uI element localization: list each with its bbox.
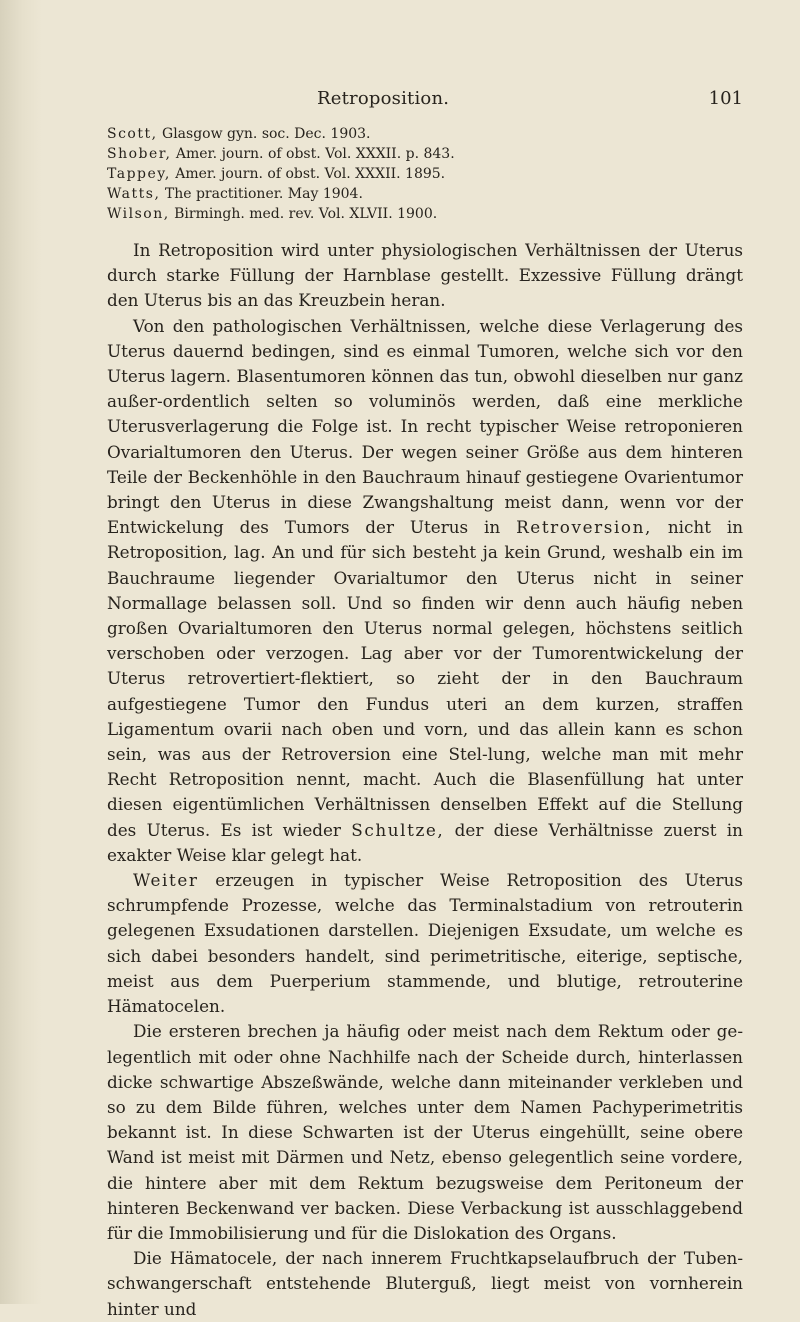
emphasis-weiter: Weiter [133, 870, 199, 891]
paragraph-2-text-b: nicht in Retroposition, lag. An und für sich besteht ja kein Grund, weshalb ein im Bauchraume liegender Ovarialtumor den Uterus nicht in seiner Normallage belassen soll. Und so finden wir denn auch häufig neben großen Ovarialtumoren den Uterus normal gelegen, höchstens seitlich verschoben oder verzogen. Lag aber vor der Tumorentwickelung der Uterus retrovertiert-flektiert, so zieht der in den Bauchraum aufgestiegene Tumor den Fundus uteri an dem kurzen, straffen Ligamentum ovarii nach oben und vorn, und das allein kann es schon sein, was aus der Retroversion eine Stel-lung, welche man mit mehr Recht Retroposition nennt, macht. Auch die Blasenfüllung hat unter diesen eigentümlichen Verhältnissen denselben Effekt auf die Stellung des Uterus. Es ist wieder [107, 517, 744, 840]
page-number: 101 [708, 88, 743, 109]
reference-citation: Birmingh. med. rev. Vol. XLVII. 1900. [169, 206, 438, 222]
paragraph-4: Die ersteren brechen ja häufig oder meist nach dem Rektum oder ge-legentlich mit oder ohne Nachhilfe nach der Scheide durch, hinterlassen dicke schwartige Abszeßwände, welche dann miteinander verkleben und so zu dem Bilde führen, welches unter dem Namen Pachyperimetritis bekannt ist. In diese Schwarten ist der Uterus eingehüllt, seine obere Wand ist meist mit Därmen und Netz, ebenso gelegentlich seine vordere, die hintere aber mit dem Rektum bezugsweise dem Peritoneum der hinteren Beckenwand ver backen. Diese Verbackung ist ausschlaggebend für die Immobilisierung und für die Dislokation des Organs. [107, 1021, 743, 1243]
book-page [107, 78, 743, 1322]
paragraph-1: In Retroposition wird unter physiologischen Verhältnissen der Uterus durch starke Füllung der Harnblase gestellt. Exzessive Füllung drängt den Uterus bis an das Kreuzbein heran. [107, 240, 743, 311]
paragraph-2-text-c: der diese Verhältnisse zuerst in exakter Weise klar gelegt hat. [107, 819, 743, 865]
reference-item [107, 164, 743, 184]
reference-item [107, 184, 743, 204]
running-title: Retroposition. [317, 88, 450, 109]
emphasis-retroversion: Retroversion, [516, 517, 652, 538]
reference-author: Tappey, [107, 166, 171, 182]
reference-item [107, 144, 743, 164]
emphasis-schultze: Schultze, [351, 819, 445, 840]
reference-author: Wilson, [107, 206, 170, 222]
reference-citation: Glasgow gyn. soc. Dec. 1903. [157, 126, 371, 142]
reference-author: Scott, [107, 126, 158, 142]
body-text [107, 238, 743, 1322]
reference-citation: Amer. journ. of obst. Vol. XXXII. p. 843. [171, 146, 455, 162]
paragraph-3 [107, 868, 743, 1019]
running-header [107, 78, 743, 110]
paragraph-3-text: erzeugen in typischer Weise Retroposition des Uterus schrumpfende Prozesse, welche das Terminalstadium von retrouterin gelegenen Exsudationen darstellen. Diejenigen Exsudate, um welche es sich dabei besonders handelt, sind perimetritische, eiterige, septische, meist aus dem Puerperium stammende, und blutige, retrouterine Hämatocelen. [107, 870, 743, 1017]
reference-author: Watts, [107, 186, 161, 202]
reference-citation: The practitioner. May 1904. [160, 186, 363, 202]
paragraph-2-text-a: Von den pathologischen Verhältnissen, welche diese Verlagerung des Uterus dauernd bedingen, sind es einmal Tumoren, welche sich vor den Uterus lagern. Blasentumoren können das tun, obwohl dieselben nur ganz außer-ordentlich selten so voluminös werden, daß eine merkliche Uterusverlagerung die Folge ist. In recht typischer Weise retroponieren Ovarialtumoren den Uterus. Der wegen seiner Größe aus dem hinteren Teile der Beckenhöhle in den Bauchraum hinauf gestiegene Ovarientumor bringt den Uterus in diese Zwangshaltung meist dann, wenn vor der Entwickelung des Tumors der Uterus in [107, 315, 743, 538]
reference-item [107, 124, 743, 144]
reference-list [107, 124, 743, 224]
page-gutter-shadow [0, 0, 42, 1304]
paragraph-2 [107, 314, 743, 868]
reference-citation: Amer. journ. of obst. Vol. XXXII. 1895. [170, 166, 446, 182]
reference-item [107, 204, 743, 224]
paragraph-5: Die Hämatocele, der nach innerem Fruchtkapselaufbruch der Tuben-schwangerschaft entstehende Bluterguß, liegt meist von vornherein hinter und [107, 1248, 743, 1319]
reference-author: Shober, [107, 146, 172, 162]
